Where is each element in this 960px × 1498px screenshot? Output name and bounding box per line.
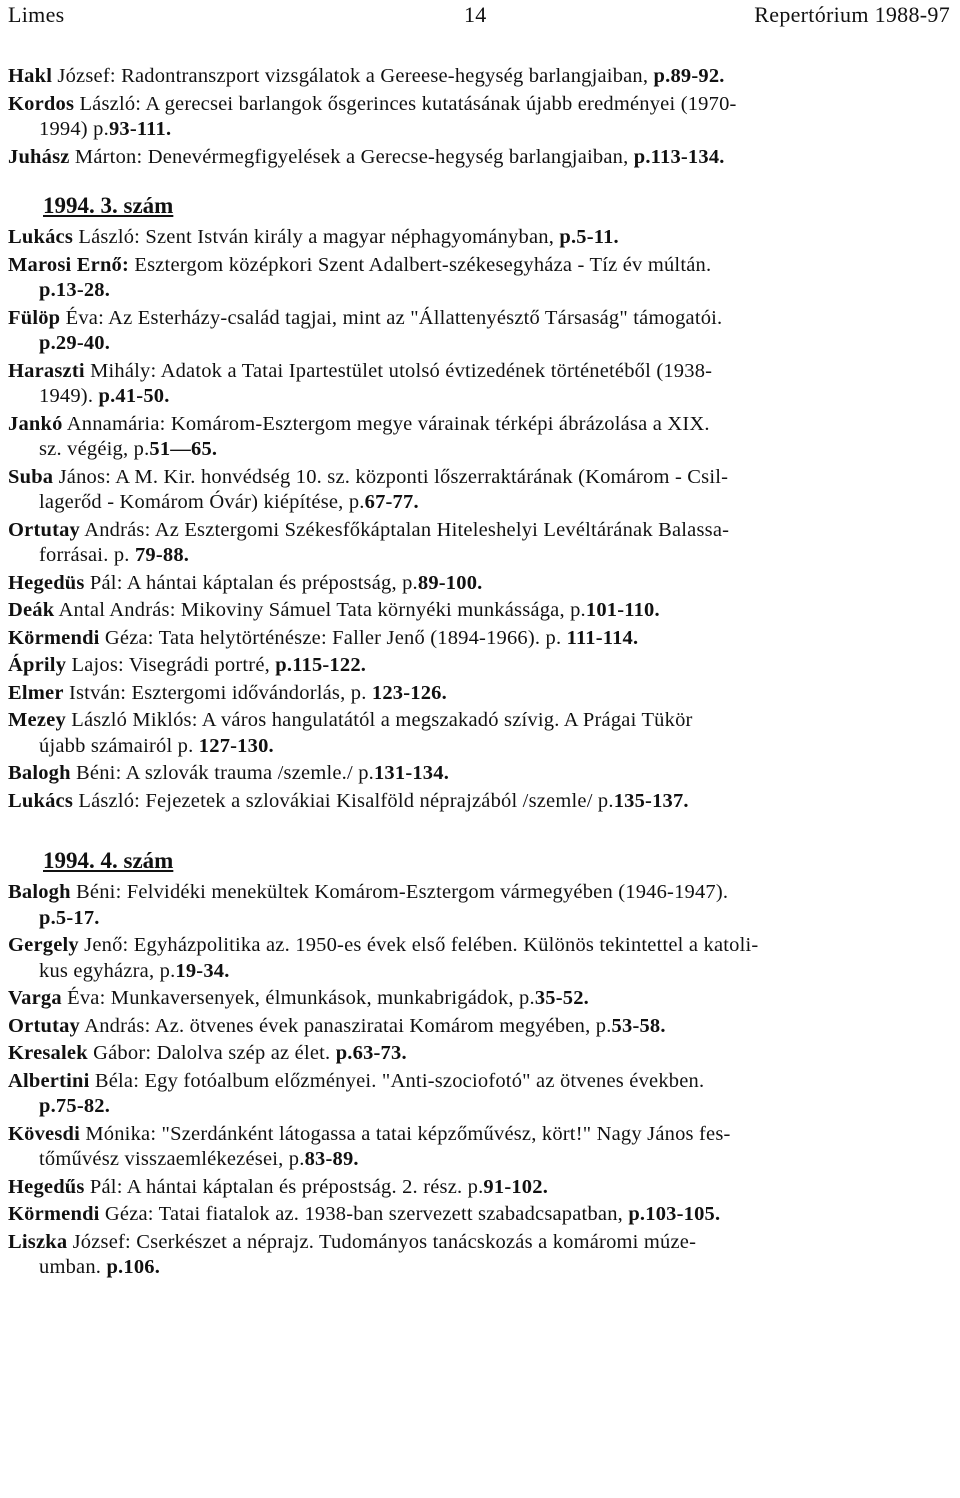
entry-text: Béni: A szlovák trauma /szemle./ p.: [70, 762, 374, 784]
entry-text: Géza: Tatai fiatalok az. 1938-ban szervezett szabadcsapatban,: [99, 1203, 629, 1225]
entry-author: Elmer: [8, 681, 64, 704]
entry-continuation: [8, 734, 952, 760]
entry-text: János: A M. Kir. honvédség 10. sz. központi lőszerraktárának (Komárom - Csil-: [53, 465, 729, 488]
entry-text: László: Fejezetek a szlovákiai Kisalföld néprajzából /szemle/ p.: [73, 789, 614, 812]
repertory-title: Repertórium 1988-97: [754, 2, 950, 27]
bibliography-entry: [8, 571, 952, 597]
bibliography-entry: [8, 412, 952, 463]
entry-pages: p.75-82.: [39, 1095, 111, 1117]
section-1994-4: [8, 848, 952, 1281]
entry-text: kus egyházra, p.: [39, 959, 176, 982]
entry-continuation: [8, 906, 952, 932]
entry-pages: p.41-50.: [98, 385, 170, 407]
entry-pages: 131-134.: [373, 762, 450, 784]
entry-pages: p.63-73.: [335, 1042, 407, 1064]
bibliography-entry: [8, 518, 952, 569]
entry-text: Márton: Denevérmegfigyelések a Gerecse-hegység barlangjaiban,: [69, 145, 634, 168]
entry-author: Ortutay: [8, 1014, 80, 1037]
entry-pages: 101-110.: [585, 599, 660, 621]
bibliography-entry: [8, 306, 952, 357]
entry-text: András: Az. ötvenes évek panasziratai Komárom megyében, p.: [80, 1014, 612, 1037]
entry-text: sz. végéig, p.: [39, 438, 150, 460]
bibliography-entry: [8, 1041, 952, 1067]
entry-pages: 83-89.: [304, 1148, 359, 1170]
bibliography-entry: [8, 465, 952, 516]
entry-pages: 91-102.: [483, 1175, 549, 1198]
entry-pages: 89-100.: [417, 571, 483, 594]
entry-pages: 51—65.: [149, 438, 218, 460]
entry-continuation: [8, 331, 952, 357]
entry-author: Körmendi: [8, 1203, 100, 1225]
bibliography-entry: [8, 1202, 952, 1228]
entry-text: Antal András: Mikoviny Sámuel Tata környéki munkássága, p.: [54, 599, 586, 621]
entry-continuation: [8, 117, 952, 143]
entry-continuation: [8, 959, 952, 985]
bibliography-entry: [8, 1230, 952, 1281]
entry-author: Hegedüs: [8, 571, 85, 594]
entry-pages: 79-88.: [134, 544, 190, 566]
entry-text: László: A gerecsei barlangok ősgerinces kutatásának újabb eredményei (1970-: [74, 92, 737, 115]
bibliography-entry: [8, 986, 952, 1012]
entry-continuation: [8, 1255, 952, 1281]
entry-author: Hakl: [8, 65, 53, 87]
entry-text: Lajos: Visegrádi portré,: [66, 654, 276, 676]
entry-author: Gergely: [8, 934, 79, 956]
entry-text: Éva: Munkaversenyek, élmunkások, munkabrigádok, p.: [61, 987, 535, 1009]
entry-text: Éva: Az Esterházy-család tagjai, mint az "Állattenyésztő Társaság" támogatói.: [60, 306, 723, 329]
bibliography-entry: [8, 626, 952, 652]
bibliography-entry: [8, 92, 952, 143]
entry-text: Jenő: Egyházpolitika az. 1950-es évek első felében. Különös tekintettel a katoli-: [78, 934, 759, 956]
entry-continuation: [8, 278, 952, 304]
entry-pages: p.29-40.: [39, 332, 111, 354]
entry-author: Haraszti: [8, 359, 85, 382]
bibliography-entry: [8, 681, 952, 707]
entries-block-1: [8, 64, 952, 170]
entry-text: tőművész visszaemlékezései, p.: [39, 1148, 305, 1170]
entry-continuation: [8, 384, 952, 410]
entry-continuation: [8, 1147, 952, 1173]
entry-author: Suba: [8, 465, 54, 488]
bibliography-entry: [8, 653, 952, 679]
entry-pages: p.106.: [106, 1256, 161, 1278]
entry-pages: p.89-92.: [653, 65, 725, 87]
entry-author: Balogh: [8, 881, 71, 903]
bibliography-entry: [8, 1069, 952, 1120]
entry-author: Marosi Ernő:: [8, 253, 130, 276]
entry-author: Lukács: [8, 226, 74, 248]
entry-author: Körmendi: [8, 626, 100, 649]
entry-text: 1994) p.: [39, 118, 109, 140]
entry-author: Hegedűs: [8, 1175, 85, 1198]
entry-pages: 127-130.: [198, 734, 274, 757]
entry-pages: p.103-105.: [628, 1203, 721, 1225]
entry-text: István: Esztergomi idővándorlás, p.: [63, 681, 372, 704]
entry-pages: 123-126.: [371, 681, 447, 704]
entry-text: József: Radontranszport vizsgálatok a Gereese-hegység barlangjaiban,: [52, 65, 654, 87]
entry-pages: p.5-11.: [559, 226, 619, 248]
entry-author: Varga: [8, 987, 62, 1009]
entry-pages: 135-137.: [613, 789, 689, 812]
entry-text: András: Az Esztergomi Székesfőkáptalan Hiteleshelyi Levéltárának Balassa-: [80, 518, 730, 541]
bibliography-entry: [8, 708, 952, 759]
entry-text: 1949).: [39, 385, 99, 407]
entry-text: Béla: Egy fotóalbum előzményei. "Anti-szociofotó" az ötvenes években.: [89, 1069, 705, 1092]
entry-author: Ortutay: [8, 518, 80, 541]
entry-text: Esztergom középkori Szent Adalbert-székesegyháza - Tíz év múltán.: [129, 253, 712, 276]
entry-text: Géza: Tata helytörténésze: Faller Jenő (1894-1966). p.: [99, 626, 567, 649]
entry-pages: 19-34.: [175, 959, 230, 982]
entry-text: Mihály: Adatok a Tatai Ipartestület utolsó évtizedének történetéből (1938-: [84, 359, 713, 382]
entry-pages: 35-52.: [534, 987, 589, 1009]
entry-author: Fülöp: [8, 306, 61, 329]
entry-author: Kordos: [8, 92, 75, 115]
entry-author: Deák: [8, 599, 55, 621]
entry-text: Pál: A hántai káptalan és prépostság, p.: [84, 571, 418, 594]
section-1994-3: [8, 193, 952, 814]
entry-continuation: [8, 543, 952, 569]
entry-pages: 67-77.: [364, 491, 419, 513]
entry-text: József: Cserkészet a néprajz. Tudományos tanácskozás a komáromi múze-: [67, 1230, 697, 1253]
entry-pages: 93-111.: [108, 118, 172, 140]
bibliography-entry: [8, 64, 952, 90]
entry-author: Juhász: [8, 145, 70, 168]
entry-pages: p.113-134.: [633, 145, 725, 168]
bibliography-entry: [8, 1122, 952, 1173]
section-title: 1994. 4. szám: [43, 848, 174, 873]
entry-author: Mezey: [8, 709, 66, 731]
entry-author: Kresalek: [8, 1042, 88, 1064]
bibliography-entry: [8, 598, 952, 624]
entry-author: Albertini: [8, 1069, 90, 1092]
page-number: 14: [464, 2, 487, 27]
entry-continuation: [8, 490, 952, 516]
bibliography-entry: [8, 1014, 952, 1040]
entry-author: Jankó: [8, 412, 63, 435]
entry-author: Áprily: [8, 654, 67, 676]
bibliography-entry: [8, 761, 952, 787]
entry-text: Pál: A hántai káptalan és prépostság. 2. rész. p.: [84, 1175, 484, 1198]
entry-text: Mónika: "Szerdánként látogassa a tatai képzőművész, kört!" Nagy János fes-: [80, 1122, 731, 1145]
bibliography-entry: [8, 933, 952, 984]
bibliography-entry: [8, 880, 952, 931]
entry-continuation: [8, 1094, 952, 1120]
bibliography-entry: [8, 145, 952, 171]
page-header: [8, 0, 950, 34]
entry-pages: p.5-17.: [39, 906, 100, 929]
journal-title: Limes: [8, 2, 65, 27]
entry-pages: p.115-122.: [275, 654, 367, 676]
entry-text: László Miklós: A város hangulatától a megszakadó szívig. A Prágai Tükör: [65, 709, 693, 731]
section-title: 1994. 3. szám: [43, 193, 174, 218]
bibliography-entry: [8, 225, 952, 251]
entry-author: Liszka: [8, 1230, 68, 1253]
bibliography-entry: [8, 359, 952, 410]
entry-text: lagerőd - Komárom Óvár) kiépítése, p.: [39, 491, 365, 513]
bibliography: [8, 64, 952, 1283]
entry-text: Annamária: Komárom-Esztergom megye várainak térképi ábrázolása a XIX.: [62, 412, 710, 435]
bibliography-entry: [8, 253, 952, 304]
entry-pages: 53-58.: [611, 1014, 666, 1037]
entry-author: Kövesdi: [8, 1122, 81, 1145]
entry-continuation: [8, 437, 952, 463]
entry-author: Balogh: [8, 762, 71, 784]
entry-text: Béni: Felvidéki menekültek Komárom-Esztergom vármegyében (1946-1947).: [70, 881, 729, 903]
entry-pages: 111-114.: [566, 626, 639, 649]
bibliography-entry: [8, 789, 952, 815]
entry-author: Lukács: [8, 789, 74, 812]
entry-text: László: Szent István király a magyar néphagyományban,: [73, 226, 560, 248]
entry-text: umban.: [39, 1256, 107, 1278]
entry-text: újabb számairól p.: [39, 734, 199, 757]
entry-pages: p.13-28.: [39, 279, 111, 301]
entry-text: forrásai. p.: [39, 544, 135, 566]
entry-text: Gábor: Dalolva szép az élet.: [87, 1042, 336, 1064]
bibliography-entry: [8, 1175, 952, 1201]
